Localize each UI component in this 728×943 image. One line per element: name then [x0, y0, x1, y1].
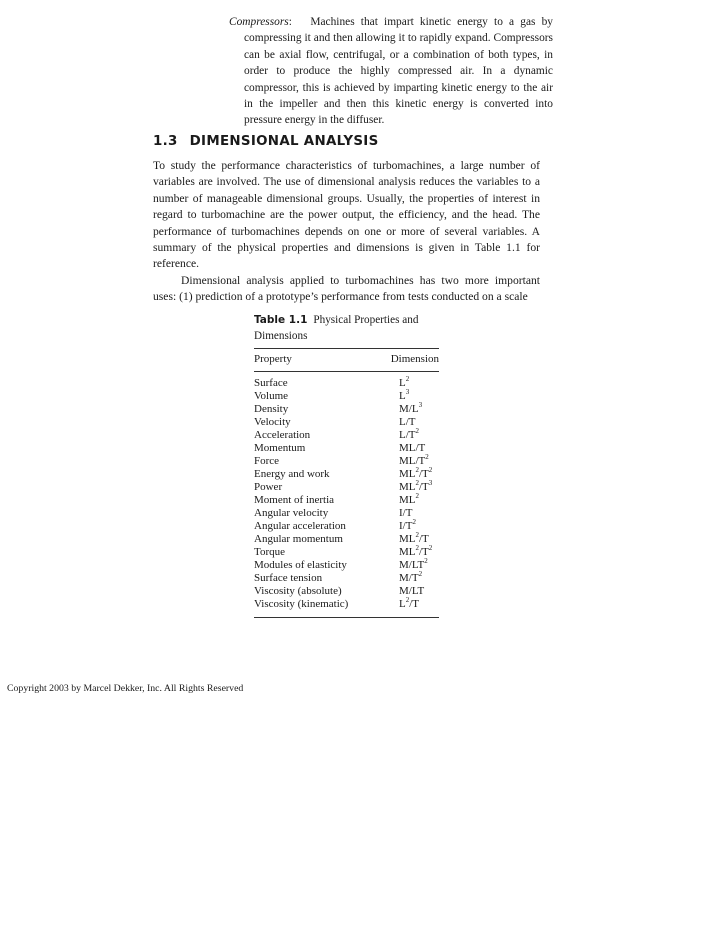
property-cell: Viscosity (absolute): [254, 585, 342, 597]
property-cell: Angular velocity: [254, 507, 329, 519]
property-cell: Surface tension: [254, 572, 323, 584]
dimension-cell: $ML^2/T^2$: [399, 544, 433, 558]
dimension-cell: I/T: [399, 507, 413, 519]
dimension-cell: $L^2$: [399, 375, 410, 389]
table-row: [254, 455, 439, 468]
column-header-dimension: Dimension: [390, 353, 439, 365]
table-row: [254, 429, 439, 442]
property-cell: Torque: [254, 546, 285, 558]
property-cell: Momentum: [254, 442, 306, 454]
property-cell: Power: [254, 481, 283, 493]
dimension-cell: $ML^2/T$: [399, 531, 429, 545]
definition-term: Compressors: [229, 16, 289, 28]
dimension-cell: $L^3$: [399, 388, 410, 402]
dimension-cell: $ML^2/T^3$: [399, 479, 433, 493]
table-row: [254, 481, 439, 494]
paragraph: To study the performance characteristics of turbomachines, a large number of variables are involved. The use of dimensional analysis reduces the variables to a number of manageable dimensional groups. Usually, the properties of interest in regard to turbomachine are the power output, the efficiency, and the head. The performance of turbomachines depends on one or more of several variables. A summary of the physical properties and dimensions is given in Table 1.1 for reference.: [153, 159, 540, 271]
table-body: [254, 372, 439, 617]
property-cell: Moment of inertia: [254, 494, 335, 506]
table-row: [254, 442, 439, 455]
dimension-cell: L/T: [399, 416, 416, 428]
section-body: [153, 158, 540, 306]
properties-table: [254, 313, 439, 618]
table-row: [254, 390, 439, 403]
table-row: [254, 403, 439, 416]
property-cell: Modules of elasticity: [254, 559, 347, 571]
table-bottom-rule: [254, 617, 439, 618]
table-row: [254, 546, 439, 559]
table-header: [254, 349, 439, 371]
dimension-cell: $ML/T^2$: [399, 453, 429, 467]
table-row: [254, 572, 439, 585]
property-cell: Angular momentum: [254, 533, 343, 545]
dimension-cell: $L/T^2$: [399, 427, 419, 441]
compressors-definition: Compressors: Machines that impart kinetic energy to a gas by compressing it and then allowing it to rapidly expand. Compressors can be axial flow, centrifugal, or a combination of both types, in order to produce the highly compressed air. In a dynamic compressor, this is achieved by imparting kinetic energy to the air in the impeller and then this kinetic energy is converted into pressure energy in the diffuser.: [229, 16, 553, 127]
section-heading: [153, 134, 553, 149]
property-cell: Viscosity (kinematic): [254, 598, 349, 610]
section-number: 1.3: [153, 134, 178, 149]
section-title: DIMENSIONAL ANALYSIS: [189, 134, 379, 149]
property-cell: Force: [254, 455, 280, 467]
table-row: [254, 416, 439, 429]
definition-text: Machines that impart kinetic energy to a gas by compressing it and then allowing it to rapidly expand. Compressors can be axial flow, centrifugal, or a combination of both types, in order to produce the highly compressed air. In a dynamic compressor, this is achieved by imparting kinetic energy to the air in the impeller and then this kinetic energy is converted into pressure energy in the diffuser.: [244, 16, 553, 127]
property-cell: Energy and work: [254, 468, 330, 480]
dimension-cell: $I/T^2$: [399, 518, 416, 532]
property-cell: Volume: [254, 390, 289, 402]
property-cell: Angular acceleration: [254, 520, 346, 532]
table-row: [254, 533, 439, 546]
table-row: [254, 468, 439, 481]
paragraph: Dimensional analysis applied to turbomachines has two more important uses: (1) prediction of a prototype’s performance from tests conducted on a scale: [153, 273, 540, 304]
property-cell: Density: [254, 403, 289, 415]
table-row: [254, 585, 439, 598]
table-row: [254, 494, 439, 507]
table-label: Table 1.1: [254, 314, 308, 326]
table-caption-text: Physical Properties and Dimensions: [254, 314, 419, 342]
property-cell: Acceleration: [254, 429, 311, 441]
table-row: [254, 559, 439, 572]
dimension-cell: ML/T: [399, 442, 426, 454]
table-row: [254, 377, 439, 390]
dimension-cell: $L^2/T$: [399, 596, 420, 610]
dimension-cell: $ML^2$: [399, 492, 419, 506]
copyright-footer: Copyright 2003 by Marcel Dekker, Inc. All Rights Reserved: [7, 683, 244, 694]
dimension-cell: $ML^2/T^2$: [399, 466, 433, 480]
property-cell: Velocity: [254, 416, 291, 428]
dimension-cell: $M/LT^2$: [399, 557, 428, 571]
table-caption: [254, 313, 439, 348]
dimension-cell: $M/L^3$: [399, 401, 423, 415]
column-header-property: Property: [254, 353, 292, 365]
table-row: [254, 598, 439, 611]
property-cell: Surface: [254, 377, 288, 389]
table-row: [254, 520, 439, 533]
dimension-cell: $M/T^2$: [399, 570, 423, 584]
dimension-cell: M/LT: [399, 585, 425, 597]
